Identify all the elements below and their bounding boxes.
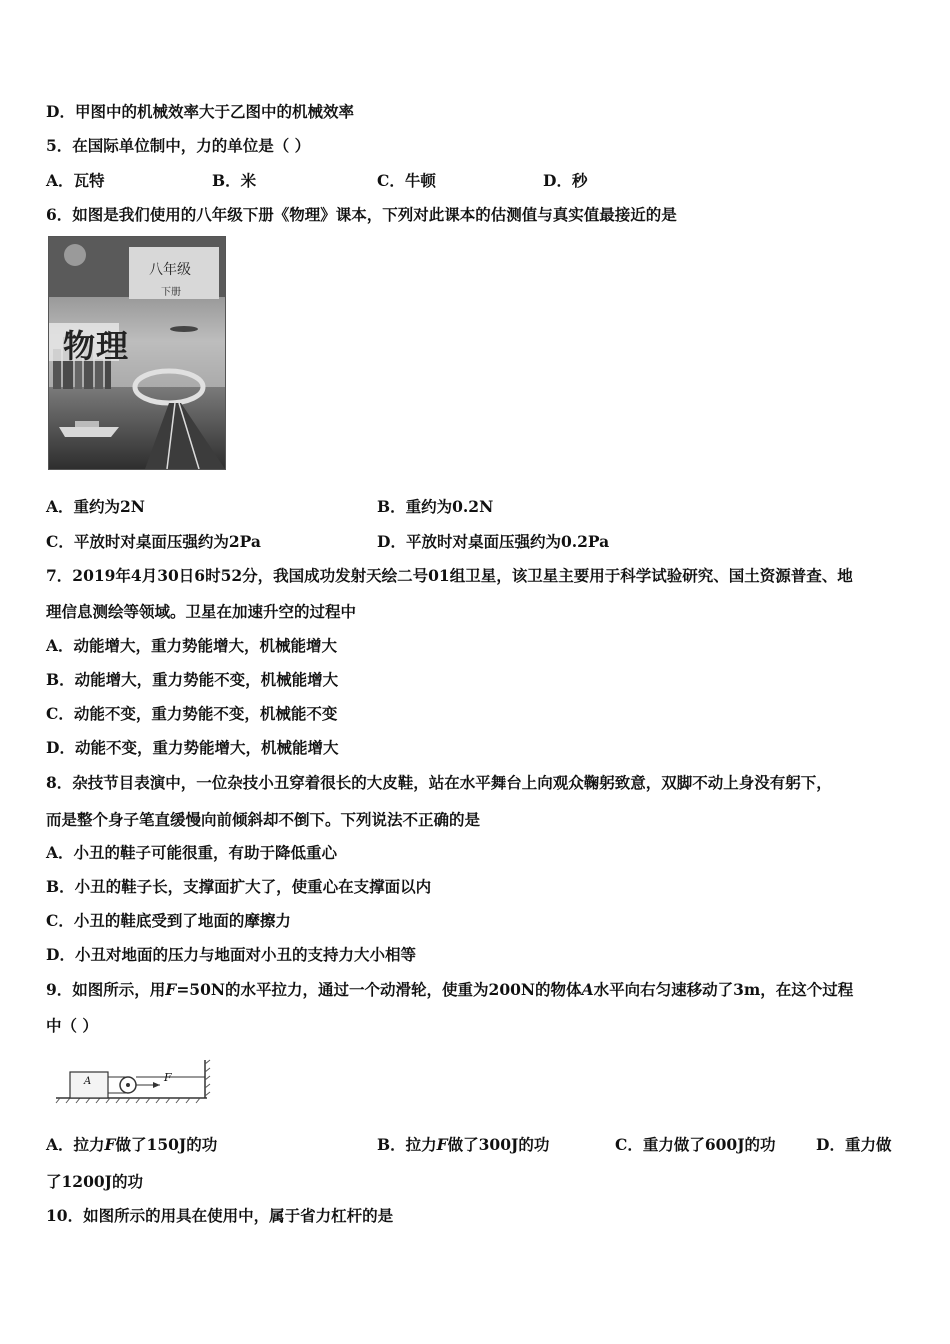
q6-option-b: B．重约为0.2N: [377, 497, 494, 516]
q9-option-b-part2: 做了300J的功: [447, 1135, 550, 1154]
diagram-block-label: A: [84, 1076, 92, 1087]
diagram-force-label: F: [164, 1071, 172, 1084]
textbook-cover-image: [48, 236, 226, 470]
q8-option-c: C．小丑的鞋底受到了地面的摩擦力: [46, 911, 291, 930]
q9-object-symbol: A: [581, 980, 594, 999]
q6-option-d: D．平放时对桌面压强约为0.2Pa: [377, 532, 610, 551]
q9-option-a-force: F: [104, 1135, 116, 1154]
q9-stem-part1: 9．如图所示，用: [46, 980, 166, 999]
q5-option-c: C．牛顿: [377, 171, 436, 190]
q7-option-b: B．动能增大，重力势能不变，机械能增大: [46, 670, 339, 689]
q9-option-a: [46, 1135, 217, 1155]
cover-volume-label: 下册: [161, 287, 181, 298]
q7-stem-line1: 7．2019年4月30日6时52分，我国成功发射天绘二号01组卫星，该卫星主要用于科学试验研究、国土资源普查、地: [46, 566, 853, 585]
q8-option-d: D．小丑对地面的压力与地面对小丑的支持力大小相等: [46, 945, 416, 964]
pulley-diagram: [52, 1058, 227, 1114]
q9-stem-line1: [46, 980, 853, 1000]
q9-option-d-line1: D．重力做: [816, 1135, 892, 1154]
q6-option-a: A．重约为2N: [46, 497, 145, 516]
q7-option-d: D．动能不变，重力势能增大，机械能增大: [46, 738, 339, 757]
q5-stem: 5．在国际单位制中，力的单位是（ ）: [46, 136, 311, 155]
q5-option-d: D．秒: [543, 171, 588, 190]
q8-stem-line2: 而是整个身子笔直缓慢向前倾斜却不倒下。下列说法不正确的是: [46, 810, 481, 829]
q8-option-b: B．小丑的鞋子长，支撑面扩大了，使重心在支撑面以内: [46, 877, 432, 896]
q10-stem: 10．如图所示的用具在使用中，属于省力杠杆的是: [46, 1206, 394, 1225]
q8-stem-line1: 8．杂技节目表演中，一位杂技小丑穿着很长的大皮鞋，站在水平舞台上向观众鞠躬致意，双脚不动上身没有躬下，: [46, 773, 832, 792]
q9-option-b-part1: B．拉力: [377, 1135, 437, 1154]
q6-stem: 6．如图是我们使用的八年级下册《物理》课本，下列对此课本的估测值与真实值最接近的是: [46, 205, 677, 224]
q9-stem-part2: =50N的水平拉力，通过一个动滑轮，使重为200N的物体: [176, 980, 582, 999]
q6-option-c: C．平放时对桌面压强约为2Pa: [46, 532, 261, 551]
q9-force-symbol: F: [165, 980, 177, 999]
q9-option-c: C．重力做了600J的功: [615, 1135, 776, 1154]
q5-option-a: A．瓦特: [46, 171, 105, 190]
q7-stem-line2: 理信息测绘等领域。卫星在加速升空的过程中: [46, 602, 357, 621]
q7-option-c: C．动能不变，重力势能不变，机械能不变: [46, 704, 338, 723]
q9-stem-part3: 水平向右匀速移动了3m，在这个过程: [593, 980, 854, 999]
q9-option-a-part2: 做了150J的功: [115, 1135, 218, 1154]
q7-option-a: A．动能增大，重力势能增大，机械能增大: [46, 636, 338, 655]
pulley-diagram-art: [52, 1058, 227, 1114]
cover-grade-label: 八年级: [149, 262, 191, 278]
q9-option-b-force: F: [436, 1135, 448, 1154]
q9-option-a-part1: A．拉力: [46, 1135, 105, 1154]
q4-option-d: D．甲图中的机械效率大于乙图中的机械效率: [46, 102, 354, 121]
cover-title: 物理: [63, 327, 130, 365]
q8-option-a: A．小丑的鞋子可能很重，有助于降低重心: [46, 843, 338, 862]
q5-option-b: B．米: [212, 171, 257, 190]
q9-option-b: [377, 1135, 549, 1155]
q9-option-d-line2: 了1200J的功: [46, 1172, 143, 1191]
q9-stem-line2: 中（ ）: [46, 1016, 98, 1035]
